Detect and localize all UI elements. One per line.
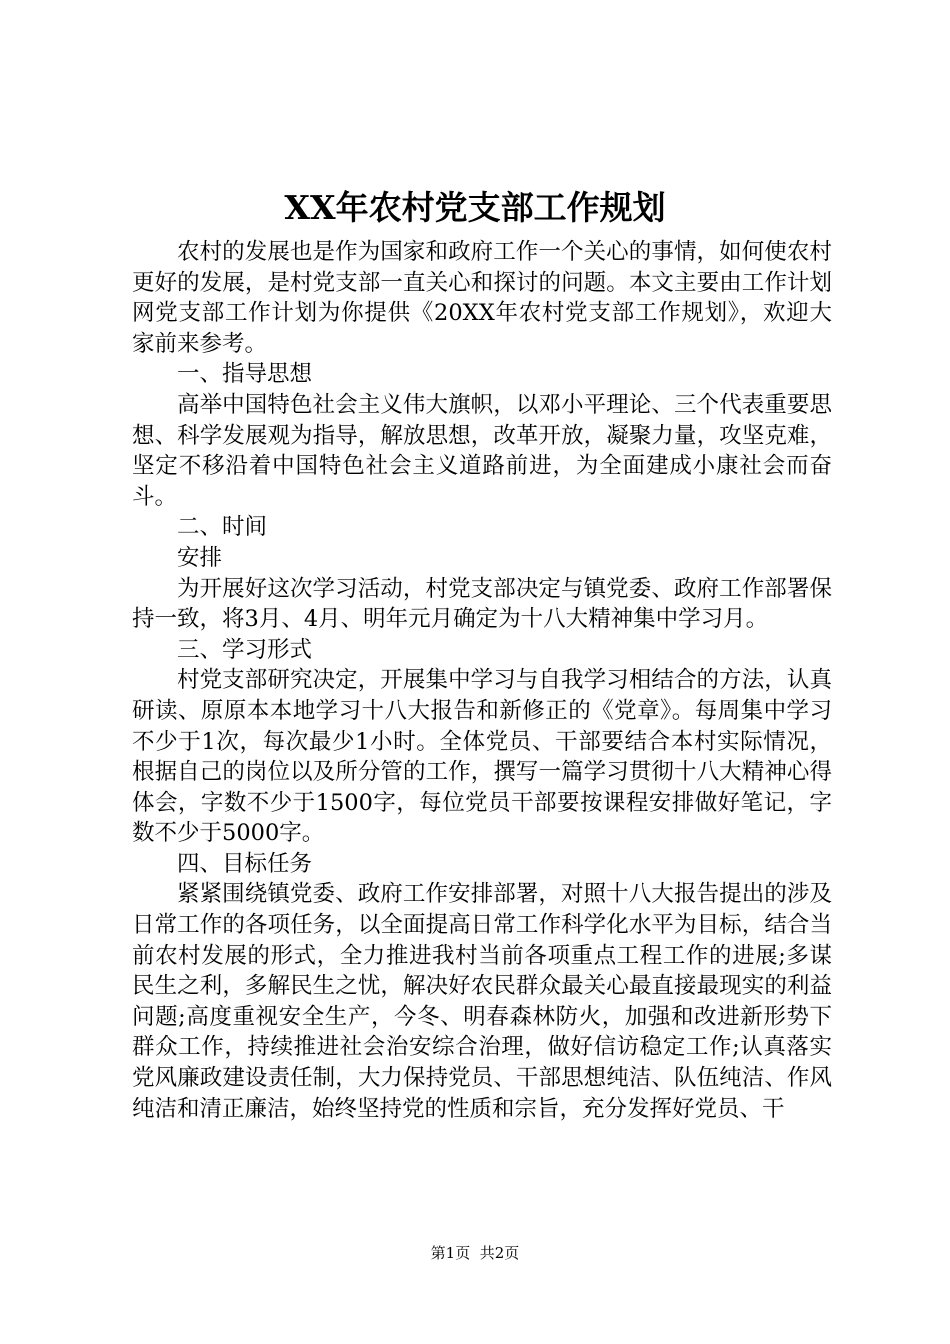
paragraph-guiding-ideology: 高举中国特色社会主义伟大旗帜，以邓小平理论、三个代表重要思想、科学发展观为指导，解放思想，改革开放，凝聚力量，攻坚克难，坚定不移沿着中国特色社会主义道路前进，为全面建成小康社会而奋斗。 <box>132 391 832 510</box>
page-footer <box>0 1243 950 1263</box>
document-body <box>132 237 832 1124</box>
heading-time: 二、时间 <box>177 514 268 541</box>
paragraph-intro: 农村的发展也是作为国家和政府工作一个关心的事情，如何使农村更好的发展，是村党支部一直关心和探讨的问题。本文主要由工作计划网党支部工作计划为你提供《20XX年农村党支部工作规划》，欢迎大家前来参考。 <box>132 239 832 357</box>
page-number: 第1页 <box>430 1244 471 1262</box>
heading-arrangement: 安排 <box>177 544 223 571</box>
document-title: XX年农村党支部工作规划 <box>284 188 666 227</box>
heading-learning-form: 三、学习形式 <box>177 636 313 663</box>
paragraph-goals-tasks: 紧紧围绕镇党委、政府工作安排部署，对照十八大报告提出的涉及日常工作的各项任务，以全面提高日常工作科学化水平为目标，结合当前农村发展的形式，全力推进我村当前各项重点工程工作的进展;多谋民生之利，多解民生之忧，解决好农民群众最关心最直接最现实的利益问题;高度重视安全生产，今冬、明春森林防火，加强和改进新形势下群众工作，持续推进社会治安综合治理，做好信访稳定工作;认真落实党风廉政建设责任制，大力保持党员、干部思想纯洁、队伍纯洁、作风纯洁和清正廉洁，始终坚持党的性质和宗旨，充分发挥好党员、干 <box>132 881 832 1122</box>
paragraph-time-arrangement: 为开展好这次学习活动，村党支部决定与镇党委、政府工作部署保持一致，将3月、4月、明年元月确定为十八大精神集中学习月。 <box>132 575 832 633</box>
heading-guiding-ideology: 一、指导思想 <box>177 361 313 388</box>
paragraph-learning-form: 村党支部研究决定，开展集中学习与自我学习相结合的方法，认真研读、原原本本地学习十八大报告和新修正的《党章》。每周集中学习不少于1次，每次最少1小时。全体党员、干部要结合本村实际情况，根据自己的岗位以及所分管的工作，撰写一篇学习贯彻十八大精神心得体会，字数不少于1500字，每位党员干部要按课程安排做好笔记，字数不少于5000字。 <box>132 667 832 847</box>
heading-goals-tasks: 四、目标任务 <box>177 850 313 877</box>
page-total: 共2页 <box>479 1244 520 1262</box>
